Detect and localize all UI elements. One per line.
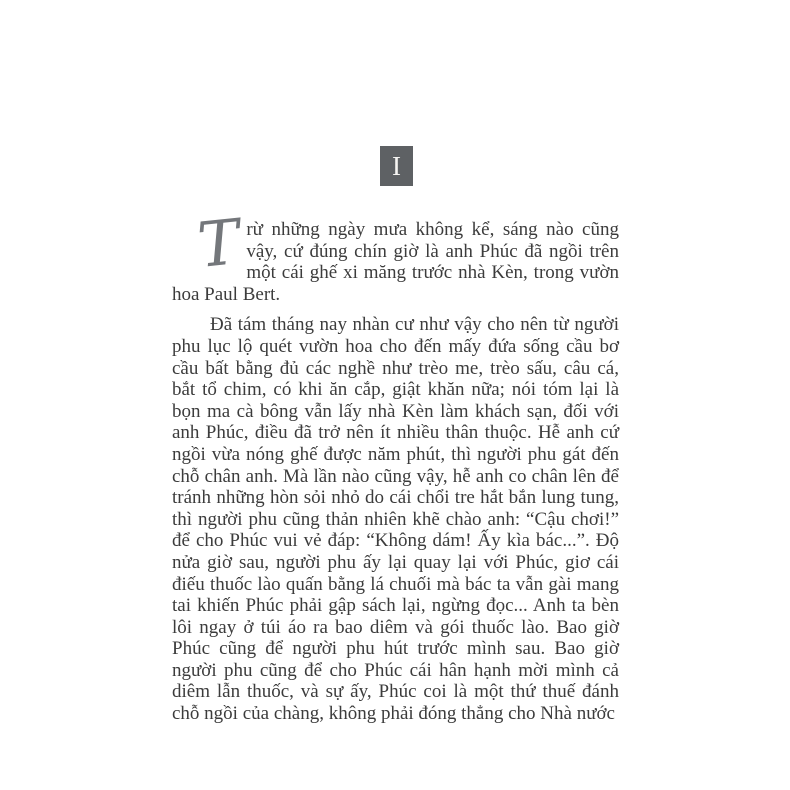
page-text (172, 205, 619, 725)
paragraph-1 (172, 205, 619, 305)
chapter-number: I (392, 150, 401, 181)
paragraph-2 (172, 314, 619, 724)
paragraph-2-text: Đã tám tháng nay nhàn cư như vậy cho nên từ người phu lục lộ quét vườn hoa cho đến mấy đứa sống cầu bơ cầu bất bằng đủ các nghề như trèo me, trèo sấu, câu cá, bắt tổ chim, có khi ăn cắp, giật khăn nữa; nói tóm lại là bọn ma cà bông vẫn lấy nhà Kèn làm khách sạn, đối với anh Phúc, điều đã trở nên ít nhiều thân thuộc. Hễ anh cứ ngồi vừa nóng ghế được năm phút, thì người phu gát đến chỗ chân anh. Mà lần nào cũng vậy, hễ anh co chân lên để tránh những hòn sỏi nhỏ do cái chổi tre hắt bắn lung tung, thì người phu cũng thản nhiên khẽ chào anh: “Cậu chơi!” để cho Phúc vui vẻ đáp: “Không dám! Ấy kìa bác...”. Độ nửa giờ sau, người phu ấy lại quay lại với Phúc, giơ cái điếu thuốc lào quấn bằng lá chuối mà bác ta vẫn gài mang tai khiến Phúc phải gập sách lại, ngừng đọc... Anh ta bèn lôi ngay ở túi áo ra bao diêm và gói thuốc lào. Bao giờ Phúc cũng để người phu hút trước mình sau. Bao giờ người phu cũng để cho Phúc cái hân hạnh mời mình cả diêm lẫn thuốc, và sự ấy, Phúc coi là một thứ thuế đánh chỗ ngồi của chàng, không phải đóng thẳng cho Nhà nước (172, 314, 619, 725)
chapter-number-badge (380, 146, 413, 186)
paragraph-1-text: rừ những ngày mưa không kể, sáng nào cũng vậy, cứ đúng chín giờ là anh Phúc đã ngồi trên một cái ghế xi măng trước nhà Kèn, trong vườn hoa Paul Bert. (172, 219, 619, 305)
drop-cap-letter: T (194, 205, 244, 282)
